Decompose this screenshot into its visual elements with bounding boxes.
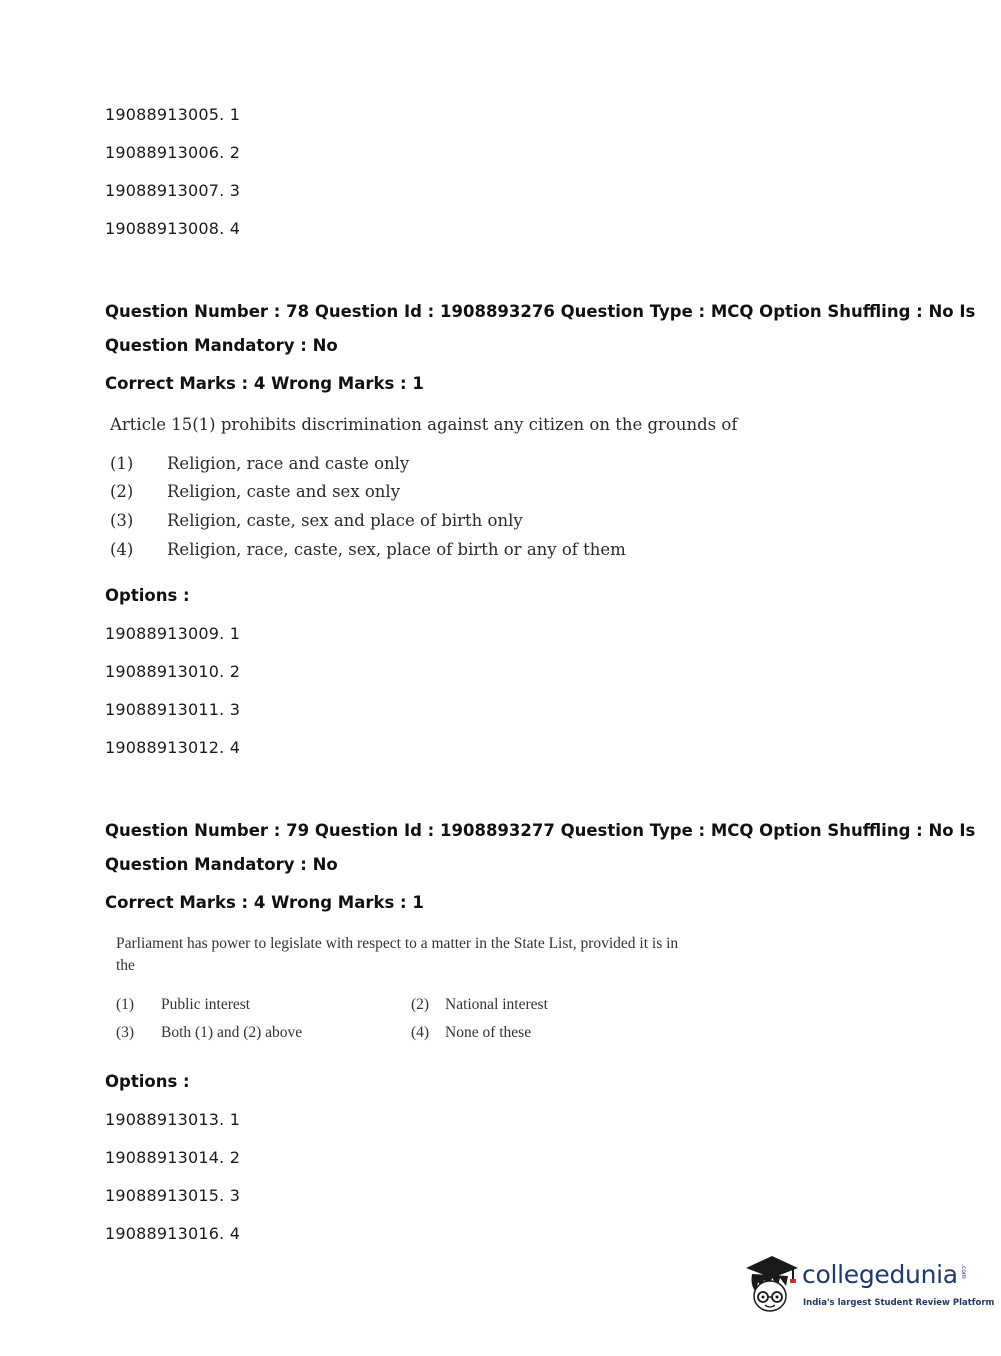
option-line: 19088913012. 4 [105,738,241,757]
choice-text: Religion, caste, sex and place of birth only [167,511,523,530]
logo-wordmark: collegedunia [802,1260,958,1289]
logo-tagline: India's largest Student Review Platform [803,1298,995,1308]
choice-number: (3) [116,1024,135,1041]
choice-text: Public interest [161,996,251,1013]
question-header: Question Number : 78 Question Id : 1908893276 Question Type : MCQ Option Shuffling : No Is [105,302,976,321]
question-header-cont: Question Mandatory : No [105,336,338,355]
choice-text: Religion, caste and sex only [167,482,401,501]
choice-number: (4) [110,540,134,559]
question-stem: Parliament has power to legislate with respect to a matter in the State List, provided it is in [116,935,679,952]
choice-text: Religion, race, caste, sex, place of birth or any of them [167,540,626,559]
question-stem: Article 15(1) prohibits discrimination against any citizen on the grounds of [110,415,738,434]
choice-number: (3) [110,511,134,530]
option-line: 19088913006. 2 [105,143,241,162]
question-header: Question Number : 79 Question Id : 1908893277 Question Type : MCQ Option Shuffling : No Is [105,821,976,840]
choice-text: Both (1) and (2) above [161,1024,303,1041]
collegedunia-logo [742,1250,995,1320]
option-line: 19088913005. 1 [105,105,241,124]
choice-number: (2) [110,482,134,501]
choice-number: (2) [411,996,430,1013]
question-stem-cont: the [116,957,135,974]
choice-number: (1) [110,454,134,473]
option-line: 19088913009. 1 [105,624,241,643]
choice-number: (1) [116,996,135,1013]
choice-text: National interest [445,996,548,1013]
choice-text: Religion, race and caste only [167,454,410,473]
option-line: 19088913010. 2 [105,662,241,681]
choice-number: (4) [411,1024,430,1041]
option-line: 19088913015. 3 [105,1186,241,1205]
option-line: 19088913008. 4 [105,219,241,238]
options-label: Options : [105,1072,190,1091]
student-mascot-icon [742,1252,802,1314]
question-header-cont: Question Mandatory : No [105,855,338,874]
question-marks: Correct Marks : 4 Wrong Marks : 1 [105,893,424,912]
choice-text: None of these [445,1024,532,1041]
option-line: 19088913016. 4 [105,1224,241,1243]
logo-domain: .com [960,1264,967,1279]
option-line: 19088913013. 1 [105,1110,241,1129]
question-marks: Correct Marks : 4 Wrong Marks : 1 [105,374,424,393]
option-line: 19088913011. 3 [105,700,241,719]
options-label: Options : [105,586,190,605]
option-line: 19088913007. 3 [105,181,241,200]
option-line: 19088913014. 2 [105,1148,241,1167]
